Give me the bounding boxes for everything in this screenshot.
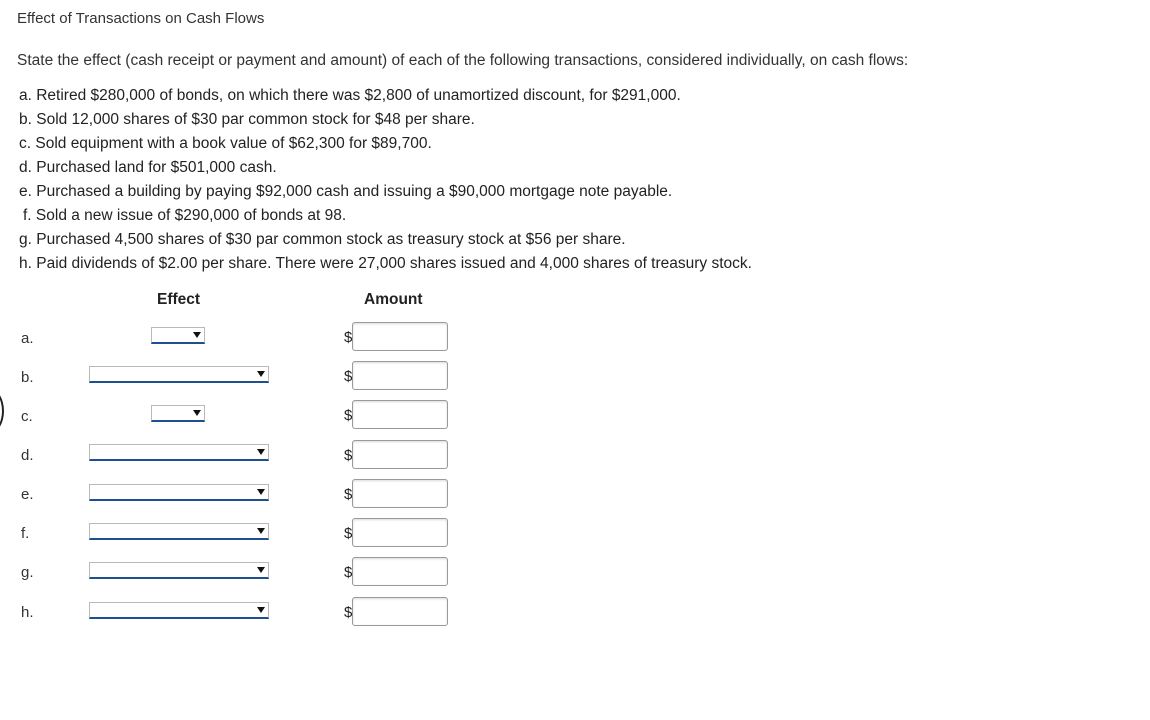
effect-select-g[interactable] bbox=[89, 562, 269, 579]
transaction-item-e: e. Purchased a building by paying $92,000 cash and issuing a $90,000 mortgage note payable. bbox=[19, 183, 673, 200]
effect-column-header: Effect bbox=[157, 291, 201, 308]
effect-select-a[interactable] bbox=[151, 327, 205, 344]
dropdown-arrow-icon bbox=[193, 410, 201, 416]
transaction-item-b: b. Sold 12,000 shares of $30 par common stock for $48 per share. bbox=[19, 111, 475, 128]
row-label-b: b. bbox=[21, 369, 34, 386]
row-label-d: d. bbox=[21, 447, 34, 464]
amount-column-header: Amount bbox=[364, 291, 423, 308]
currency-symbol-g: $ bbox=[344, 564, 353, 581]
dropdown-arrow-icon bbox=[257, 449, 265, 455]
row-label-e: e. bbox=[21, 486, 34, 503]
amount-input-b[interactable] bbox=[352, 361, 448, 390]
amount-input-e[interactable] bbox=[352, 479, 448, 508]
transaction-item-a: a. Retired $280,000 of bonds, on which there was $2,800 of unamortized discount, for $291,000. bbox=[19, 87, 681, 104]
currency-symbol-f: $ bbox=[344, 525, 353, 542]
currency-symbol-a: $ bbox=[344, 329, 353, 346]
currency-symbol-h: $ bbox=[344, 604, 353, 621]
transaction-list bbox=[19, 86, 752, 278]
row-label-c: c. bbox=[21, 408, 33, 425]
amount-input-a[interactable] bbox=[352, 322, 448, 351]
amount-input-c[interactable] bbox=[352, 400, 448, 429]
effect-select-b[interactable] bbox=[89, 366, 269, 383]
amount-input-g[interactable] bbox=[352, 557, 448, 586]
currency-symbol-b: $ bbox=[344, 368, 353, 385]
currency-symbol-d: $ bbox=[344, 447, 353, 464]
transaction-item-h: h. Paid dividends of $2.00 per share. There were 27,000 shares issued and 4,000 shares of treasury stock. bbox=[19, 255, 752, 272]
page-title: Effect of Transactions on Cash Flows bbox=[17, 10, 265, 27]
row-label-a: a. bbox=[21, 330, 34, 347]
dropdown-arrow-icon bbox=[257, 528, 265, 534]
dropdown-arrow-icon bbox=[257, 489, 265, 495]
dropdown-arrow-icon bbox=[257, 371, 265, 377]
effect-select-c[interactable] bbox=[151, 405, 205, 422]
transaction-item-g: g. Purchased 4,500 shares of $30 par common stock as treasury stock at $56 per share. bbox=[19, 231, 626, 248]
effect-select-f[interactable] bbox=[89, 523, 269, 540]
row-label-f: f. bbox=[21, 525, 30, 542]
effect-select-d[interactable] bbox=[89, 444, 269, 461]
effect-select-h[interactable] bbox=[89, 602, 269, 619]
effect-select-e[interactable] bbox=[89, 484, 269, 501]
amount-input-d[interactable] bbox=[352, 440, 448, 469]
row-label-h: h. bbox=[21, 604, 34, 621]
transaction-item-f: f. Sold a new issue of $290,000 of bonds at 98. bbox=[23, 207, 347, 224]
transaction-item-d: d. Purchased land for $501,000 cash. bbox=[19, 159, 277, 176]
transaction-item-c: c. Sold equipment with a book value of $62,300 for $89,700. bbox=[19, 135, 432, 152]
dropdown-arrow-icon bbox=[257, 567, 265, 573]
scroll-indicator-icon bbox=[0, 388, 4, 434]
amount-input-h[interactable] bbox=[352, 597, 448, 626]
instructions-text: State the effect (cash receipt or payment and amount) of each of the following transactions, considered individually, on cash flows: bbox=[17, 52, 909, 69]
row-label-g: g. bbox=[21, 564, 34, 581]
currency-symbol-c: $ bbox=[344, 407, 353, 424]
currency-symbol-e: $ bbox=[344, 486, 353, 503]
dropdown-arrow-icon bbox=[193, 332, 201, 338]
dropdown-arrow-icon bbox=[257, 607, 265, 613]
amount-input-f[interactable] bbox=[352, 518, 448, 547]
